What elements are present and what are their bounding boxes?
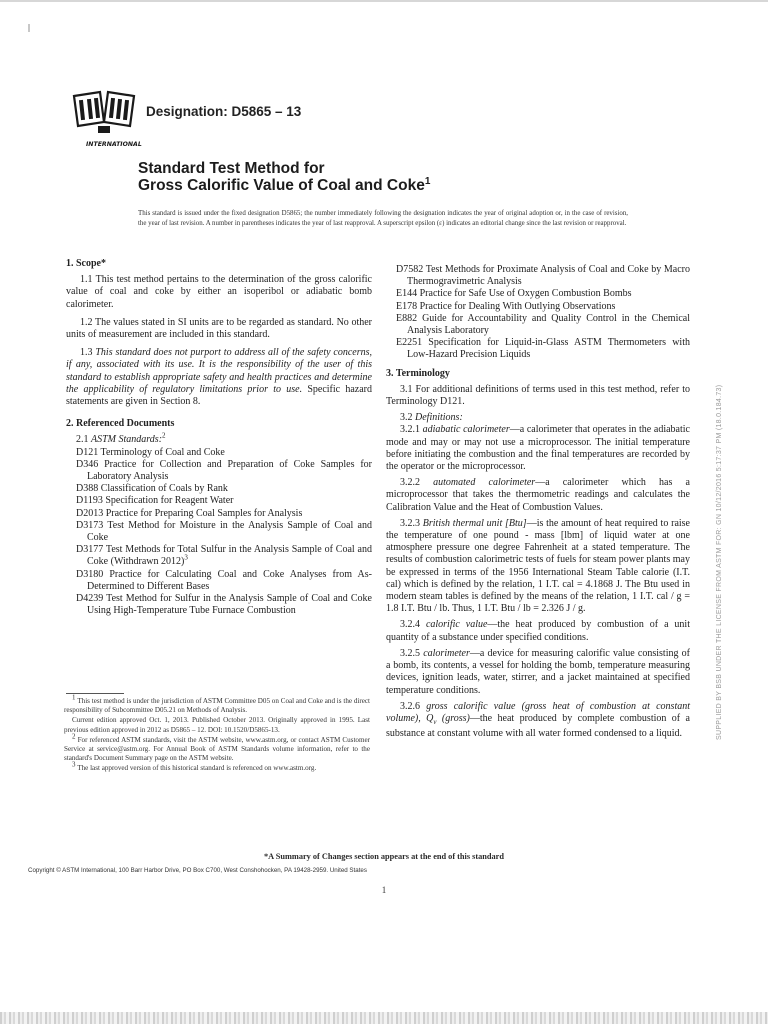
right-column — [386, 264, 690, 740]
def-adiabatic-calorimeter: 3.2.1 adiabatic calorimeter—a calorimeter that operates in the adiabatic mode and may or may not use a microprocessor. The initial temperature before initiating the combustion and the final temperatures are recorded by the operator or the microprocessor. — [386, 424, 690, 473]
issuance-statement: This standard is issued under the fixed designation D5865; the number immediately following the designation indicates the year of original adoption or, in the case of revision, the year of last revision. A number in parentheses indicates the year of last reapproval. A superscript epsilon (ε) indicates an editorial change since the last revision or reapproval. — [138, 210, 628, 227]
footnotes — [64, 693, 370, 775]
ref-e882: E882 Guide for Accountability and Quality Control in the Chemical Analysis Laboratory — [396, 312, 690, 337]
designation: Designation: D5865 – 13 — [146, 104, 302, 119]
ref-d121: D121 Terminology of Coal and Coke — [76, 446, 225, 458]
referenced-heading: 2. Referenced Documents — [66, 418, 175, 430]
ref-e178: E178 Practice for Dealing With Outlying Observations — [396, 300, 616, 312]
scan-edge-top — [0, 0, 768, 2]
astm-standards-label: 2.1 ASTM Standards:$^2$ — [76, 432, 166, 446]
copyright-line: Copyright © ASTM International, 100 Barr Harbor Drive, PO Box C700, West Conshohocken, PA 19428-2959. United States — [28, 867, 367, 874]
def-btu: 3.2.3 British thermal unit [Btu]—is the amount of heat required to raise the temperature of one pound - mass [lbm] of liquid water at one atmosphere pressure one degree Fahrenheit at a stated temperature. The results of combustion calorimetric tests of fuels for steam power plants may be expressed in terms of the 1956 International Steam Table calorie (I.T. cal) which is defined by the relation, 1 I.T. cal = 4.1868 J. The Btu used in modern steam tables is defined by the means of the relation, 1 I.T. cal / g = 1.8 I.T. Btu / lb. Thus, 1 I.T. Btu / lb = 2.326 J / g. — [386, 517, 690, 615]
def-calorific-value: 3.2.4 calorific value—the heat produced by combustion of a unit quantity of a substance under specified conditions. — [386, 619, 690, 643]
ref-d2013: D2013 Practice for Preparing Coal Samples for Analysis — [76, 507, 303, 519]
footnote-1: $^1$ This test method is under the jurisdiction of ASTM Committee D05 on Coal and Coke and is the direct responsibility of Subcommittee D05.21 on Methods of Analysis. — [64, 693, 370, 715]
scope-1-3-tail: Specific hazard statements are given in Section 8. — [66, 383, 372, 408]
ref-d346: D346 Practice for Collection and Preparation of Coke Samples for Laboratory Analysis — [76, 458, 372, 483]
footnote-3: $^3$ The last approved version of this historical standard is referenced on www.astm.org. — [72, 761, 317, 773]
license-watermark: SUPPLIED BY BSB UNDER THE LICENSE FROM ASTM FOR: GN 10/12/2016 5:17:37 PM (18.0.184.73) — [716, 384, 723, 740]
summary-of-changes-note: *A Summary of Changes section appears at the end of this standard — [264, 852, 504, 861]
ref-d3180: D3180 Practice for Calculating Coal and Coke Analyses from As-Determined to Different Bases — [76, 568, 372, 592]
scan-edge-bottom — [0, 1012, 768, 1024]
term-3-2: 3.2 Definitions: — [400, 412, 463, 424]
title-line-1: Standard Test Method for — [138, 160, 325, 177]
ref-d7582: D7582 Test Methods for Proximate Analysis of Coal and Coke by Macro Thermogravimetric Analysis — [396, 264, 690, 288]
ref-d4239: D4239 Test Method for Sulfur in the Analysis Sample of Coal and Coke Using High-Temperature Tube Furnace Combustion — [76, 593, 372, 617]
page-number: 1 — [381, 885, 387, 895]
ref-e144: E144 Practice for Safe Use of Oxygen Combustion Bombs — [396, 288, 632, 300]
def-gross-calorific-value: 3.2.6 gross calorific value (gross heat of combustion at constant volume), $Q_v$ (gross)—the heat produced by complete combustion of a substance at constant volume with all water formed condensed to a liquid. — [386, 700, 691, 740]
title-text: Gross Calorific Value of Coal and Coke — [138, 177, 425, 194]
scope-heading: 1. Scope* — [66, 258, 106, 269]
astm-logo — [60, 88, 144, 152]
title-footnote-mark: 1 — [424, 175, 431, 187]
footnote-2: $^2$ For referenced ASTM standards, visit the ASTM website, www.astm.org, or contact ASTM Customer Service at service@astm.org. For Annual Book of ASTM Standards volume information, refer to the standard's Document Summary page on the ASTM website. — [64, 732, 370, 763]
scope-1-1: 1.1 This test method pertains to the determination of the gross calorific value of coal and coke by either an isoperibol or adiabatic bomb calorimeter. — [66, 274, 372, 310]
left-column — [66, 258, 372, 617]
def-automated-calorimeter: 3.2.2 automated calorimeter—a calorimeter which has a microprocessor that takes the thermometric readings and calculates the Calibration Value and the Heat of Combustion Values. — [386, 477, 690, 513]
ref-e2251: E2251 Specification for Liquid-in-Glass ASTM Thermometers with Low-Hazard Precision Liquids — [396, 337, 690, 361]
ref-d388: D388 Classification of Coals by Rank — [76, 483, 228, 495]
def-calorimeter: 3.2.5 calorimeter—a device for measuring calorific value consisting of a bomb, its contents, a vessel for holding the bomb, temperature measuring devices, ignition leads, water, stirrer, and a jacket maintained at specified temperature conditions. — [386, 647, 691, 696]
scan-speck — [28, 24, 30, 32]
title-line-2 — [138, 177, 430, 195]
footnote-1-edition: Current edition approved Oct. 1, 2013. Published October 2013. Originally approved in 1995. Last previous edition approved in 2012 as D5865 – 12. DOI: 10.1520/D5865-13. — [64, 716, 370, 734]
logo-subtext: INTERNATIONAL — [86, 141, 142, 148]
ref-d3173: D3173 Test Method for Moisture in the Analysis Sample of Coal and Coke — [76, 519, 372, 544]
scope-1-3-italic: This standard does not purport to address all of the safety concerns, if any, associated with its use. It is the responsibility of the user of this standard to establish appropriate safety and health practices and determine the applicability of regulatory limitations prior to use. — [66, 347, 373, 395]
scope-1-2: 1.2 The values stated in SI units are to be regarded as standard. No other units of measurement are included in this standard. — [66, 316, 372, 341]
ref-d1193: D1193 Specification for Reagent Water — [76, 495, 234, 507]
term-3-1: 3.1 For additional definitions of terms used in this test method, refer to Terminology D121. — [386, 383, 690, 408]
ref-d3177: D3177 Test Methods for Total Sulfur in the Analysis Sample of Coal and Coke (Withdrawn 2012)$^3$ — [76, 544, 372, 568]
scope-1-3-num: 1.3 — [80, 347, 96, 359]
scope-1-3 — [66, 347, 372, 408]
terminology-heading: 3. Terminology — [386, 367, 450, 379]
